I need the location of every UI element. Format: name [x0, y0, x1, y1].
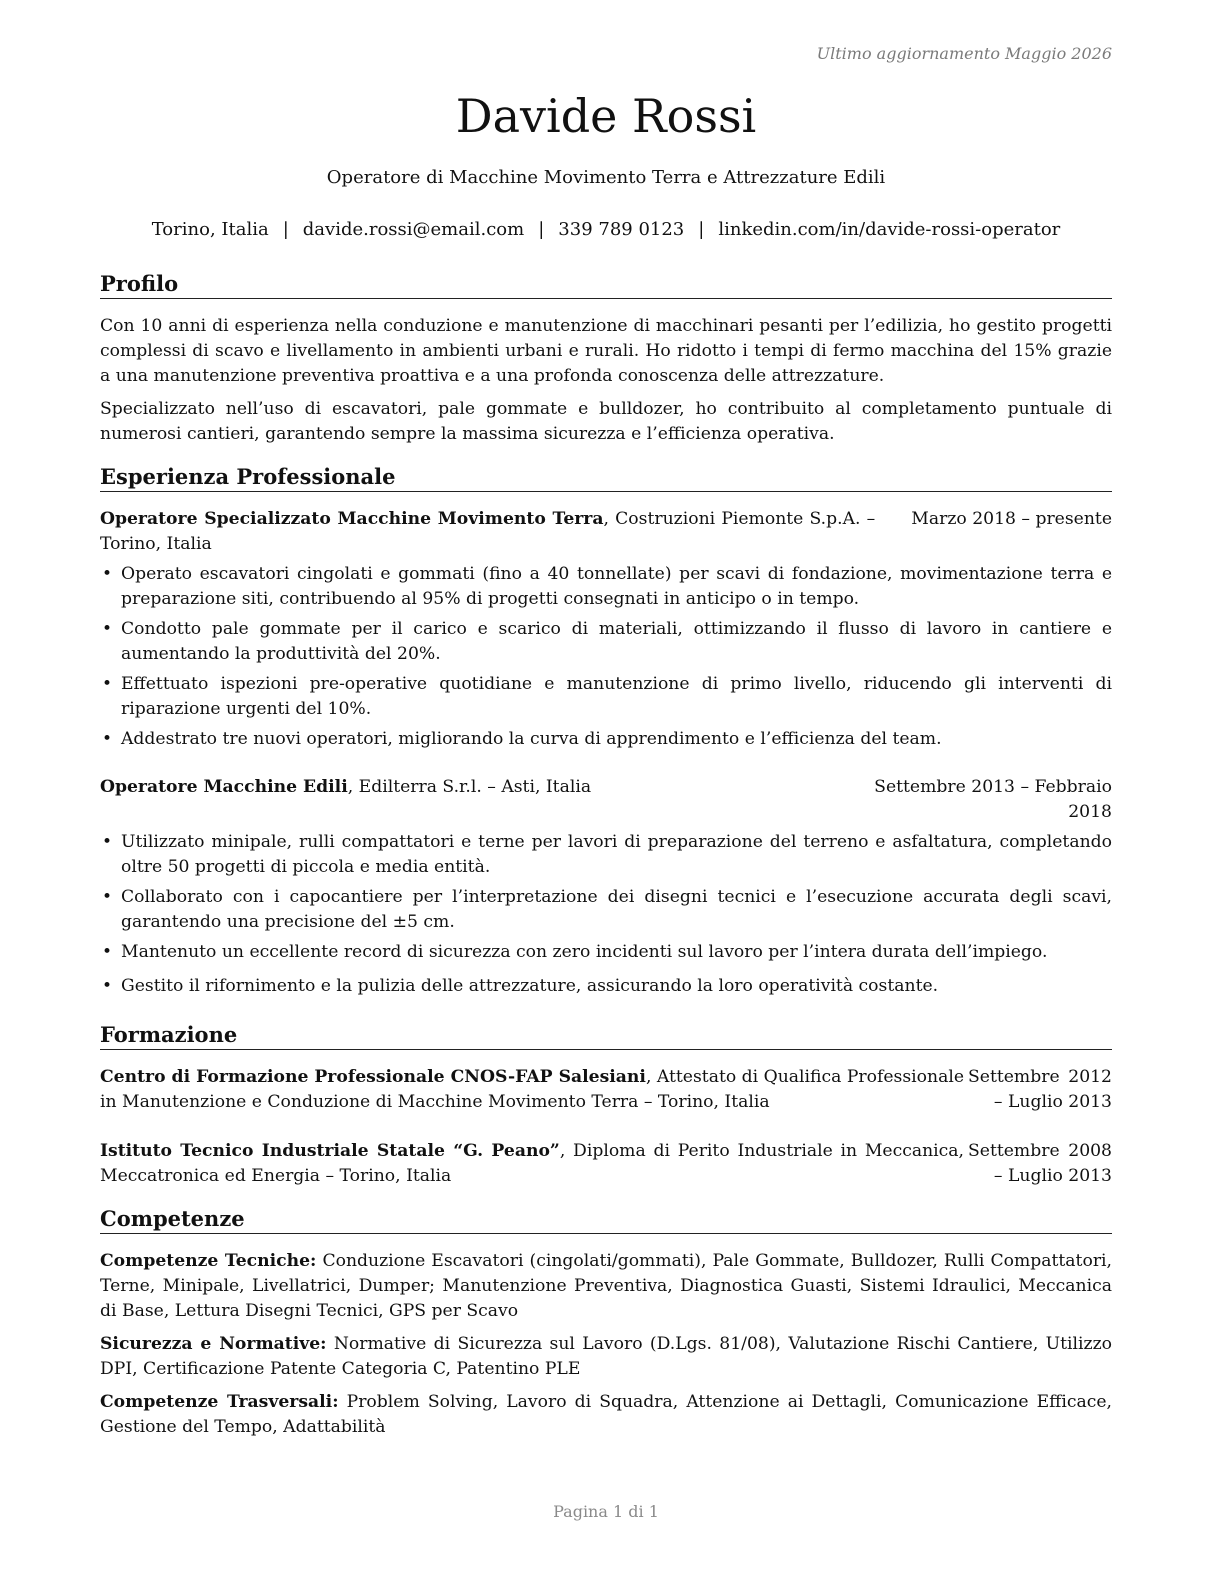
skill-group-label: Competenze Tecniche:: [100, 1251, 317, 1271]
education-title-line: [100, 1139, 964, 1189]
headline: Operatore di Macchine Movimento Terra e Attrezzature Edili: [326, 167, 886, 188]
job-dates: Marzo 2018 – presente: [911, 509, 1112, 529]
skill-group-label: Sicurezza e Normative:: [100, 1334, 327, 1354]
job-company: , Costruzioni Piemonte S.p.A. – Torino, Italia: [100, 509, 876, 554]
education-dates: Settembre 2012 – Luglio 2013: [968, 1067, 1112, 1112]
section-title: Esperienza Professionale: [100, 464, 1112, 492]
skill-group: [100, 1332, 1112, 1382]
contact-location: Torino, Italia: [151, 219, 269, 240]
skill-group-text: Conduzione Escavatori (cingolati/gommati), Pale Gommate, Bulldozer, Rulli Compattatori, Terne, Minipale, Livellatrici, Dumper; Manutenzione Preventiva, Diagnostica Guasti, Sistemi Idraulici, Meccanica di Base, Lettura Disegni Tecnici, GPS per Scavo: [100, 1251, 1112, 1321]
experience-section: [100, 464, 1112, 999]
skill-group: [100, 1249, 1112, 1324]
job-bullets: [100, 830, 1112, 999]
skill-group: [100, 1390, 1112, 1440]
contact-separator: |: [282, 219, 289, 240]
job-role: Operatore Macchine Edili: [100, 777, 348, 797]
list-item: • Condotto pale gommate per il carico e scarico di materiali, ottimizzando il flusso di lavoro in cantiere e aumentando la produttività del 20%.: [100, 617, 1112, 667]
job-title-line: [100, 507, 875, 557]
skill-group-label: Competenze Trasversali:: [100, 1392, 339, 1412]
list-item: • Addestrato tre nuovi operatori, migliorando la curva di apprendimento e l’efficienza del team.: [100, 727, 1112, 752]
job-company: , Edilterra S.r.l. – Asti, Italia: [347, 777, 592, 797]
contact-line: [100, 219, 1112, 240]
job-title-line: [100, 775, 790, 825]
list-item: • Collaborato con i capocantiere per l’interpretazione dei disegni tecnici e l’esecuzione accurata degli scavi, garantendo una precisione del ±5 cm.: [100, 885, 1112, 935]
education-details: , Diploma di Perito Industriale in Meccanica, Meccatronica ed Energia – Torino, Italia: [100, 1141, 965, 1186]
profile-paragraph: Con 10 anni di esperienza nella conduzione e manutenzione di macchinari pesanti per l’edilizia, ho gestito progetti complessi di scavo e livellamento in ambienti urbani e rurali. Ho ridotto i tempi di fermo macchina del 15% grazie a una manutenzione preventiva proattiva e a una profonda conoscenza delle attrezzature.: [100, 316, 1112, 386]
job-entry: [100, 507, 1112, 752]
education-entry: [100, 1065, 1112, 1115]
profile-section: [100, 271, 1112, 447]
education-details: , Attestato di Qualifica Professionale in Manutenzione e Conduzione di Macchine Movimento Terra – Torino, Italia: [100, 1067, 964, 1112]
skills-section: [100, 1206, 1112, 1440]
education-school: Centro di Formazione Professionale CNOS-FAP Salesiani: [100, 1067, 646, 1087]
contact-phone[interactable]: 339 789 0123: [558, 219, 685, 240]
education-dates: Settembre 2008 – Luglio 2013: [968, 1141, 1112, 1186]
page-number: Pagina 1 di 1: [553, 1502, 659, 1521]
skill-group-text: Normative di Sicurezza sul Lavoro (D.Lgs. 81/08), Valutazione Rischi Cantiere, Utilizzo DPI, Certificazione Patente Categoria C, Patentino PLE: [100, 1334, 1112, 1379]
education-section: [100, 1022, 1112, 1189]
job-bullets: [100, 562, 1112, 752]
section-title: Competenze: [100, 1206, 1112, 1234]
job-header: [100, 775, 1112, 825]
job-dates: Settembre 2013 – Febbraio 2018: [874, 777, 1112, 822]
job-header: [100, 507, 1112, 557]
section-title: Profilo: [100, 271, 1112, 299]
section-title: Formazione: [100, 1022, 1112, 1050]
last-updated: Ultimo aggiornamento Maggio 2026: [816, 44, 1112, 63]
list-item: • Gestito il rifornimento e la pulizia delle attrezzature, assicurando la loro operatività costante.: [100, 974, 1112, 999]
contact-linkedin[interactable]: linkedin.com/in/davide-rossi-operator: [718, 219, 1061, 240]
contact-separator: |: [538, 219, 545, 240]
education-entry: [100, 1139, 1112, 1189]
job-entry: [100, 775, 1112, 999]
contact-separator: |: [698, 219, 705, 240]
resume-page: [100, 0, 1112, 1584]
education-title-line: [100, 1065, 964, 1115]
list-item: • Operato escavatori cingolati e gommati (fino a 40 tonnellate) per scavi di fondazione, movimentazione terra e preparazione siti, contribuendo al 95% di progetti consegnati in anticipo o in tempo.: [100, 562, 1112, 612]
list-item: • Mantenuto un eccellente record di sicurezza con zero incidenti sul lavoro per l’intera durata dell’impiego.: [100, 940, 1112, 965]
list-item: • Utilizzato minipale, rulli compattatori e terne per lavori di preparazione del terreno e asfaltatura, completando oltre 50 progetti di piccola e media entità.: [100, 830, 1112, 880]
education-school: Istituto Tecnico Industriale Statale “G. Peano”: [100, 1141, 560, 1161]
contact-email[interactable]: davide.rossi@email.com: [302, 219, 525, 240]
profile-paragraph: Specializzato nell’uso di escavatori, pale gommate e bulldozer, ho contribuito al completamento puntuale di numerosi cantieri, garantendo sempre la massima sicurezza e l’efficienza operativa.: [100, 399, 1112, 444]
skill-group-text: Problem Solving, Lavoro di Squadra, Attenzione ai Dettagli, Comunicazione Efficace, Gestione del Tempo, Adattabilità: [100, 1392, 1112, 1437]
job-role: Operatore Specializzato Macchine Movimento Terra: [100, 509, 604, 529]
candidate-name: Davide Rossi: [455, 89, 757, 143]
list-item: • Effettuato ispezioni pre-operative quotidiane e manutenzione di primo livello, riducendo gli interventi di riparazione urgenti del 10%.: [100, 672, 1112, 722]
